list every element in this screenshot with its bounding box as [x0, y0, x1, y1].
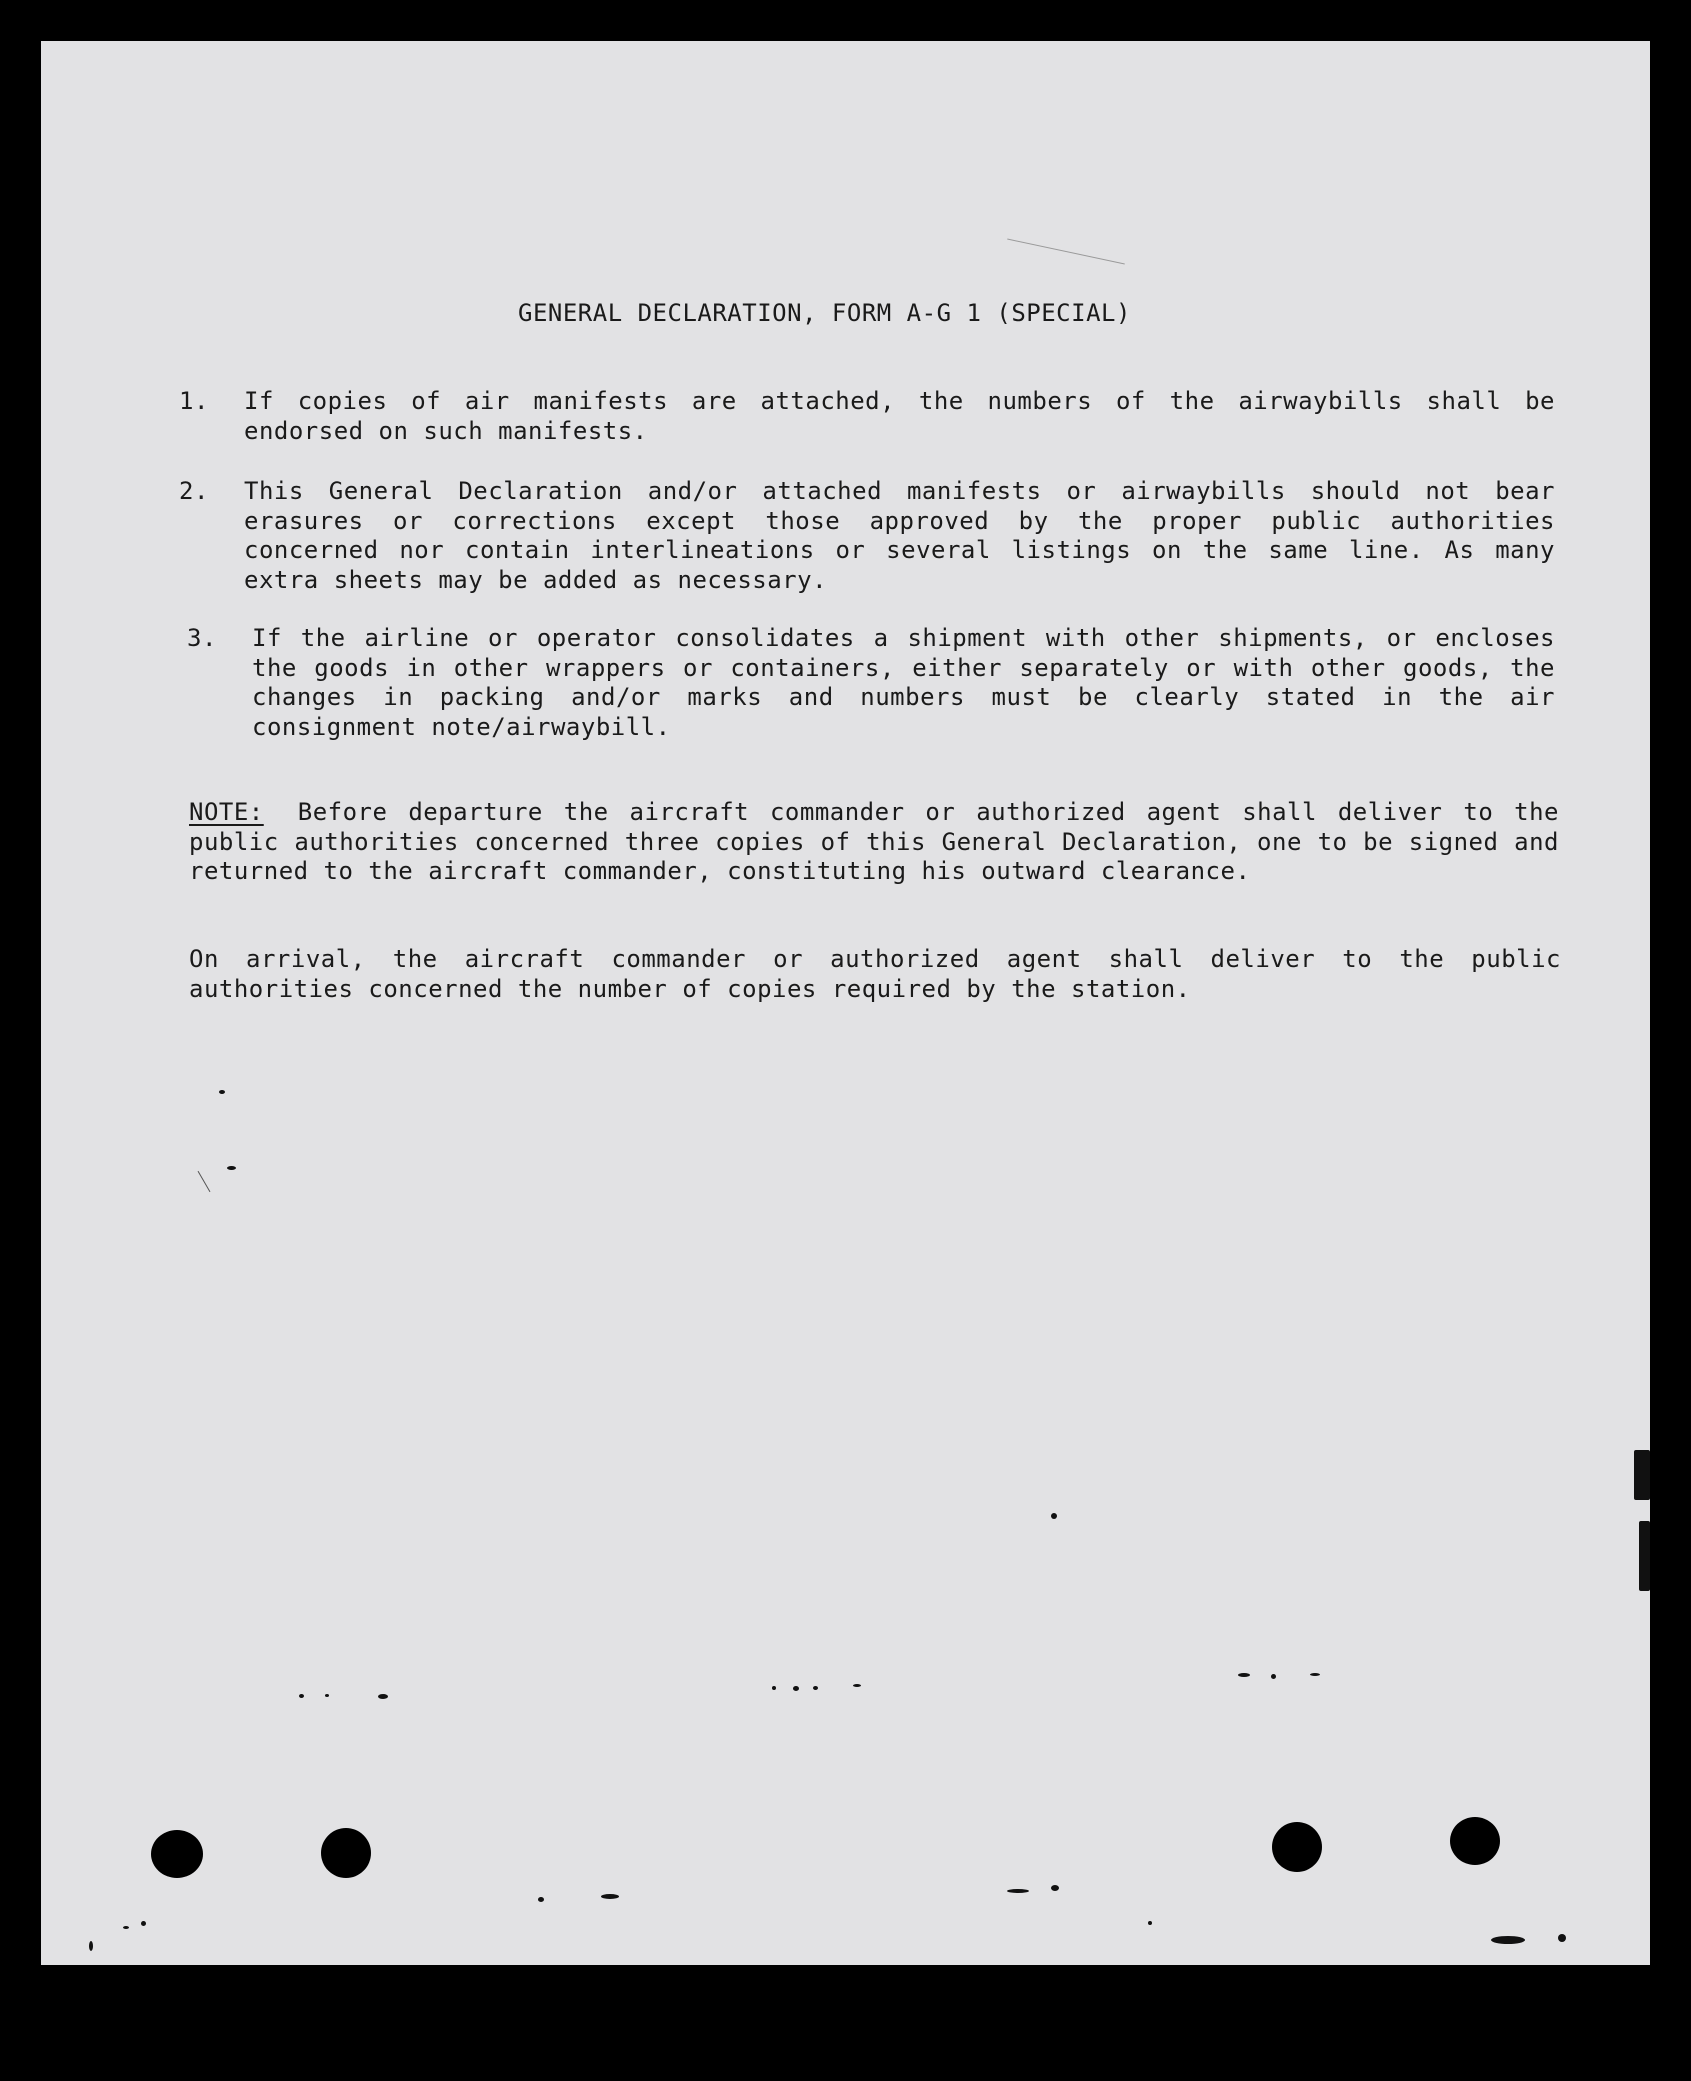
- scan-speck: [1491, 1936, 1525, 1944]
- scan-speck: [538, 1897, 544, 1902]
- instruction-item-2: [179, 477, 1555, 595]
- scan-speck: [1007, 1889, 1029, 1893]
- scan-speck: [227, 1166, 236, 1170]
- document-page: [41, 41, 1650, 1965]
- arrival-paragraph: On arrival, the aircraft commander or authorized agent shall deliver to the public authorities concerned the number of copies required by the station.: [189, 945, 1561, 1003]
- item-text: If the airline or operator consolidates a shipment with other shipments, or encloses the goods in other wrappers or containers, either separately or with other goods, the changes in packing and/or marks and numbers must be clearly stated in the air consignment note/airwaybill.: [252, 624, 1555, 741]
- scan-speck: [1051, 1513, 1057, 1519]
- scan-speck: [299, 1694, 304, 1698]
- item-number: 1.: [179, 387, 209, 415]
- scan-speck: [853, 1684, 861, 1687]
- punch-hole: [1272, 1822, 1322, 1872]
- scan-speck: [772, 1686, 776, 1690]
- scan-speck: [1271, 1674, 1276, 1679]
- scan-speck: [813, 1686, 818, 1690]
- scan-speck: [601, 1894, 619, 1899]
- scan-speck: [325, 1694, 329, 1697]
- scan-speck: [1634, 1450, 1650, 1500]
- punch-hole: [321, 1828, 371, 1878]
- scan-speck: [141, 1921, 146, 1926]
- item-text: This General Declaration and/or attached manifests or airwaybills should not bear erasures or corrections except those approved by the proper public authorities concerned nor contain interlineations or several listings on the same line. As many extra sheets may be added as necessary.: [244, 477, 1555, 594]
- instruction-item-3: [187, 624, 1555, 742]
- note-text: Before departure the aircraft commander or authorized agent shall deliver to the public authorities concerned three copies of this General Declaration, one to be signed and returned to the aircraft commander, constituting his outward clearance.: [189, 798, 1559, 885]
- item-number: 3.: [187, 624, 217, 652]
- scan-speck: [793, 1686, 799, 1691]
- scan-speck: [1148, 1921, 1152, 1925]
- scan-speck: [1238, 1673, 1250, 1677]
- punch-hole: [151, 1830, 203, 1878]
- scan-speck: [1558, 1934, 1566, 1942]
- scan-speck: [1310, 1673, 1320, 1676]
- note-paragraph: [189, 798, 1559, 887]
- scan-speck: [1051, 1885, 1059, 1891]
- form-title: GENERAL DECLARATION, FORM A-G 1 (SPECIAL): [518, 299, 1131, 327]
- scan-speck: [123, 1926, 129, 1929]
- punch-hole: [1450, 1817, 1500, 1865]
- scan-mark: [198, 1171, 211, 1192]
- scan-speck: [89, 1941, 93, 1951]
- note-label: NOTE:: [189, 798, 264, 826]
- pencil-mark: [1007, 239, 1125, 265]
- scan-speck: [219, 1090, 225, 1094]
- instruction-item-1: [179, 387, 1555, 446]
- item-text: If copies of air manifests are attached, the numbers of the airwaybills shall be endorsed on such manifests.: [244, 387, 1555, 445]
- item-number: 2.: [179, 477, 209, 505]
- scan-speck: [378, 1694, 388, 1699]
- scan-speck: [1639, 1521, 1650, 1591]
